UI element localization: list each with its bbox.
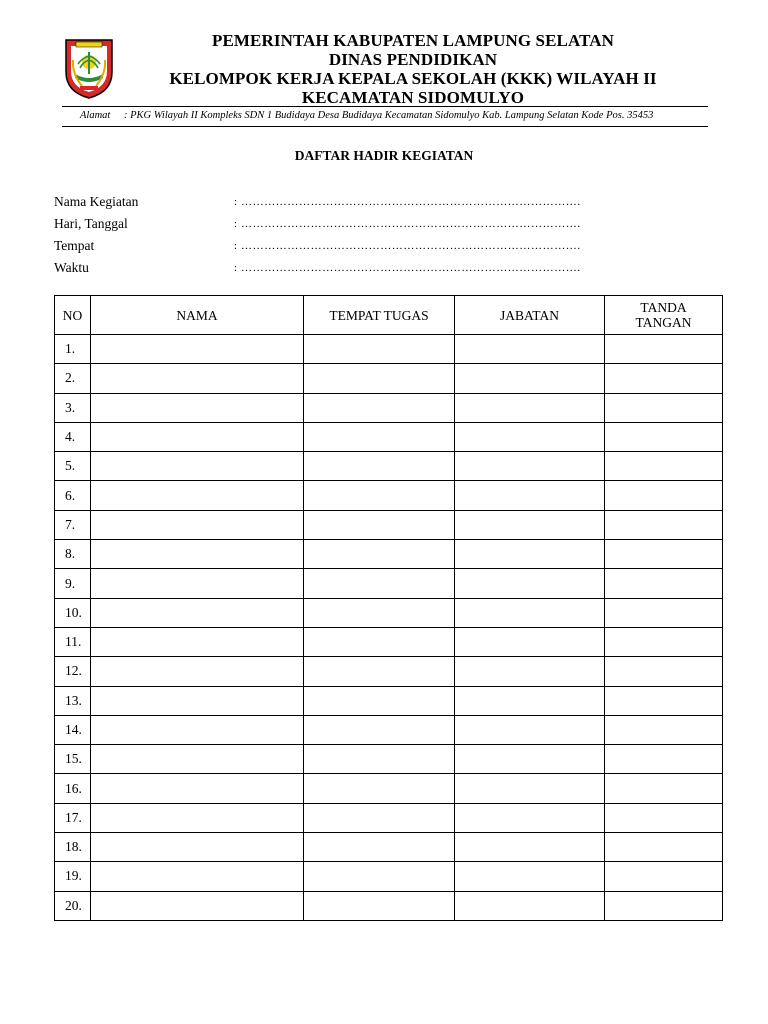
letterhead-line-agency: DINAS PENDIDIKAN xyxy=(328,50,498,69)
header-no: NO xyxy=(55,296,91,335)
row-number: 6. xyxy=(55,481,91,510)
info-label: Hari, Tanggal xyxy=(54,216,128,231)
name-cell[interactable] xyxy=(91,510,304,539)
info-label: Nama Kegiatan xyxy=(54,194,139,209)
name-cell[interactable] xyxy=(91,803,304,832)
info-label: Waktu xyxy=(54,260,89,275)
signature-cell[interactable] xyxy=(605,833,723,862)
signature-cell[interactable] xyxy=(605,481,723,510)
regency-emblem-icon xyxy=(62,34,116,100)
info-value-blank: : ……………………………………………………………………………. xyxy=(234,218,581,230)
table-row xyxy=(55,393,723,422)
table-row xyxy=(55,833,723,862)
position-cell[interactable] xyxy=(455,481,605,510)
name-cell[interactable] xyxy=(91,833,304,862)
table-row xyxy=(55,364,723,393)
signature-cell[interactable] xyxy=(605,540,723,569)
workplace-cell[interactable] xyxy=(304,833,455,862)
letterhead xyxy=(120,31,706,107)
table-row xyxy=(55,745,723,774)
table-row xyxy=(55,422,723,451)
name-cell[interactable] xyxy=(91,891,304,920)
signature-cell[interactable] xyxy=(605,393,723,422)
row-number: 15. xyxy=(55,745,91,774)
workplace-cell[interactable] xyxy=(304,422,455,451)
workplace-cell[interactable] xyxy=(304,393,455,422)
name-cell[interactable] xyxy=(91,745,304,774)
position-cell[interactable] xyxy=(455,335,605,364)
table-row xyxy=(55,540,723,569)
row-number: 5. xyxy=(55,452,91,481)
table-row xyxy=(55,657,723,686)
row-number: 10. xyxy=(55,598,91,627)
signature-cell[interactable] xyxy=(605,364,723,393)
signature-cell[interactable] xyxy=(605,715,723,744)
name-cell[interactable] xyxy=(91,393,304,422)
table-row xyxy=(55,891,723,920)
name-cell[interactable] xyxy=(91,715,304,744)
workplace-cell[interactable] xyxy=(304,774,455,803)
table-row xyxy=(55,335,723,364)
document-title: DAFTAR HADIR KEGIATAN xyxy=(294,148,474,163)
position-cell[interactable] xyxy=(455,657,605,686)
info-value-blank: : ……………………………………………………………………………. xyxy=(234,262,581,274)
position-cell[interactable] xyxy=(455,393,605,422)
info-row-time xyxy=(54,257,674,279)
signature-cell[interactable] xyxy=(605,569,723,598)
table-row xyxy=(55,481,723,510)
position-cell[interactable] xyxy=(455,452,605,481)
info-row-date xyxy=(54,213,674,235)
row-number: 4. xyxy=(55,422,91,451)
row-number: 3. xyxy=(55,393,91,422)
name-cell[interactable] xyxy=(91,657,304,686)
position-cell[interactable] xyxy=(455,569,605,598)
position-cell[interactable] xyxy=(455,862,605,891)
table-row xyxy=(55,510,723,539)
signature-cell[interactable] xyxy=(605,657,723,686)
workplace-cell[interactable] xyxy=(304,803,455,832)
signature-cell[interactable] xyxy=(605,422,723,451)
info-value-blank: : ……………………………………………………………………………. xyxy=(234,196,581,208)
event-info xyxy=(54,191,674,279)
name-cell[interactable] xyxy=(91,452,304,481)
workplace-cell[interactable] xyxy=(304,364,455,393)
table-row xyxy=(55,569,723,598)
row-number: 13. xyxy=(55,686,91,715)
header-workplace: TEMPAT TUGAS xyxy=(304,296,455,335)
row-number: 18. xyxy=(55,833,91,862)
signature-cell[interactable] xyxy=(605,627,723,656)
position-cell[interactable] xyxy=(455,364,605,393)
signature-cell[interactable] xyxy=(605,510,723,539)
workplace-cell[interactable] xyxy=(304,598,455,627)
info-row-event-name xyxy=(54,191,674,213)
info-value-blank: : ……………………………………………………………………………. xyxy=(234,240,581,252)
letterhead-line-government: PEMERINTAH KABUPATEN LAMPUNG SELATAN xyxy=(211,31,614,50)
row-number: 20. xyxy=(55,891,91,920)
position-cell[interactable] xyxy=(455,715,605,744)
table-row xyxy=(55,452,723,481)
workplace-cell[interactable] xyxy=(304,540,455,569)
table-row xyxy=(55,774,723,803)
name-cell[interactable] xyxy=(91,569,304,598)
signature-cell[interactable] xyxy=(605,862,723,891)
signature-cell[interactable] xyxy=(605,891,723,920)
row-number: 2. xyxy=(55,364,91,393)
name-cell[interactable] xyxy=(91,686,304,715)
position-cell[interactable] xyxy=(455,774,605,803)
signature-cell[interactable] xyxy=(605,774,723,803)
signature-cell[interactable] xyxy=(605,686,723,715)
row-number: 19. xyxy=(55,862,91,891)
address-text: : PKG Wilayah II Kompleks SDN 1 Budidaya Desa Budidaya Kecamatan Sidomulyo Kab. Lampung Selatan Kode Pos. 35453 xyxy=(124,110,654,121)
position-cell[interactable] xyxy=(455,598,605,627)
name-cell[interactable] xyxy=(91,364,304,393)
position-cell[interactable] xyxy=(455,745,605,774)
address-line xyxy=(62,108,708,124)
workplace-cell[interactable] xyxy=(304,481,455,510)
name-cell[interactable] xyxy=(91,481,304,510)
table-row xyxy=(55,862,723,891)
row-number: 12. xyxy=(55,657,91,686)
info-row-place xyxy=(54,235,674,257)
letterhead-divider-top xyxy=(62,106,708,107)
attendance-table xyxy=(54,295,723,921)
position-cell[interactable] xyxy=(455,627,605,656)
signature-cell[interactable] xyxy=(605,745,723,774)
row-number: 17. xyxy=(55,803,91,832)
workplace-cell[interactable] xyxy=(304,510,455,539)
workplace-cell[interactable] xyxy=(304,627,455,656)
signature-cell[interactable] xyxy=(605,335,723,364)
name-cell[interactable] xyxy=(91,422,304,451)
letterhead-line-group: KELOMPOK KERJA KEPALA SEKOLAH (KKK) WILAYAH II xyxy=(169,69,657,88)
row-number: 16. xyxy=(55,774,91,803)
header-name: NAMA xyxy=(91,296,304,335)
workplace-cell[interactable] xyxy=(304,686,455,715)
workplace-cell[interactable] xyxy=(304,862,455,891)
name-cell[interactable] xyxy=(91,598,304,627)
row-number: 1. xyxy=(55,335,91,364)
workplace-cell[interactable] xyxy=(304,715,455,744)
header-signature: TANDA TANGAN xyxy=(605,296,723,335)
table-row xyxy=(55,627,723,656)
info-label: Tempat xyxy=(54,238,95,253)
name-cell[interactable] xyxy=(91,540,304,569)
position-cell[interactable] xyxy=(455,686,605,715)
position-cell[interactable] xyxy=(455,510,605,539)
signature-cell[interactable] xyxy=(605,452,723,481)
workplace-cell[interactable] xyxy=(304,569,455,598)
table-header-row xyxy=(55,296,723,335)
workplace-cell[interactable] xyxy=(304,657,455,686)
table-body xyxy=(55,335,723,921)
row-number: 8. xyxy=(55,540,91,569)
position-cell[interactable] xyxy=(455,803,605,832)
workplace-cell[interactable] xyxy=(304,335,455,364)
position-cell[interactable] xyxy=(455,540,605,569)
row-number: 9. xyxy=(55,569,91,598)
table-row xyxy=(55,598,723,627)
name-cell[interactable] xyxy=(91,627,304,656)
position-cell[interactable] xyxy=(455,422,605,451)
row-number: 11. xyxy=(55,627,91,656)
workplace-cell[interactable] xyxy=(304,452,455,481)
name-cell[interactable] xyxy=(91,335,304,364)
signature-cell[interactable] xyxy=(605,598,723,627)
workplace-cell[interactable] xyxy=(304,745,455,774)
letterhead-divider-bottom xyxy=(62,126,708,127)
row-number: 7. xyxy=(55,510,91,539)
signature-cell[interactable] xyxy=(605,803,723,832)
table-row xyxy=(55,686,723,715)
position-cell[interactable] xyxy=(455,833,605,862)
address-label: Alamat xyxy=(80,110,111,121)
position-cell[interactable] xyxy=(455,891,605,920)
workplace-cell[interactable] xyxy=(304,891,455,920)
table-row xyxy=(55,715,723,744)
row-number: 14. xyxy=(55,715,91,744)
table-row xyxy=(55,803,723,832)
letterhead-line-district: KECAMATAN SIDOMULYO xyxy=(301,88,525,107)
name-cell[interactable] xyxy=(91,862,304,891)
name-cell[interactable] xyxy=(91,774,304,803)
header-position: JABATAN xyxy=(455,296,605,335)
